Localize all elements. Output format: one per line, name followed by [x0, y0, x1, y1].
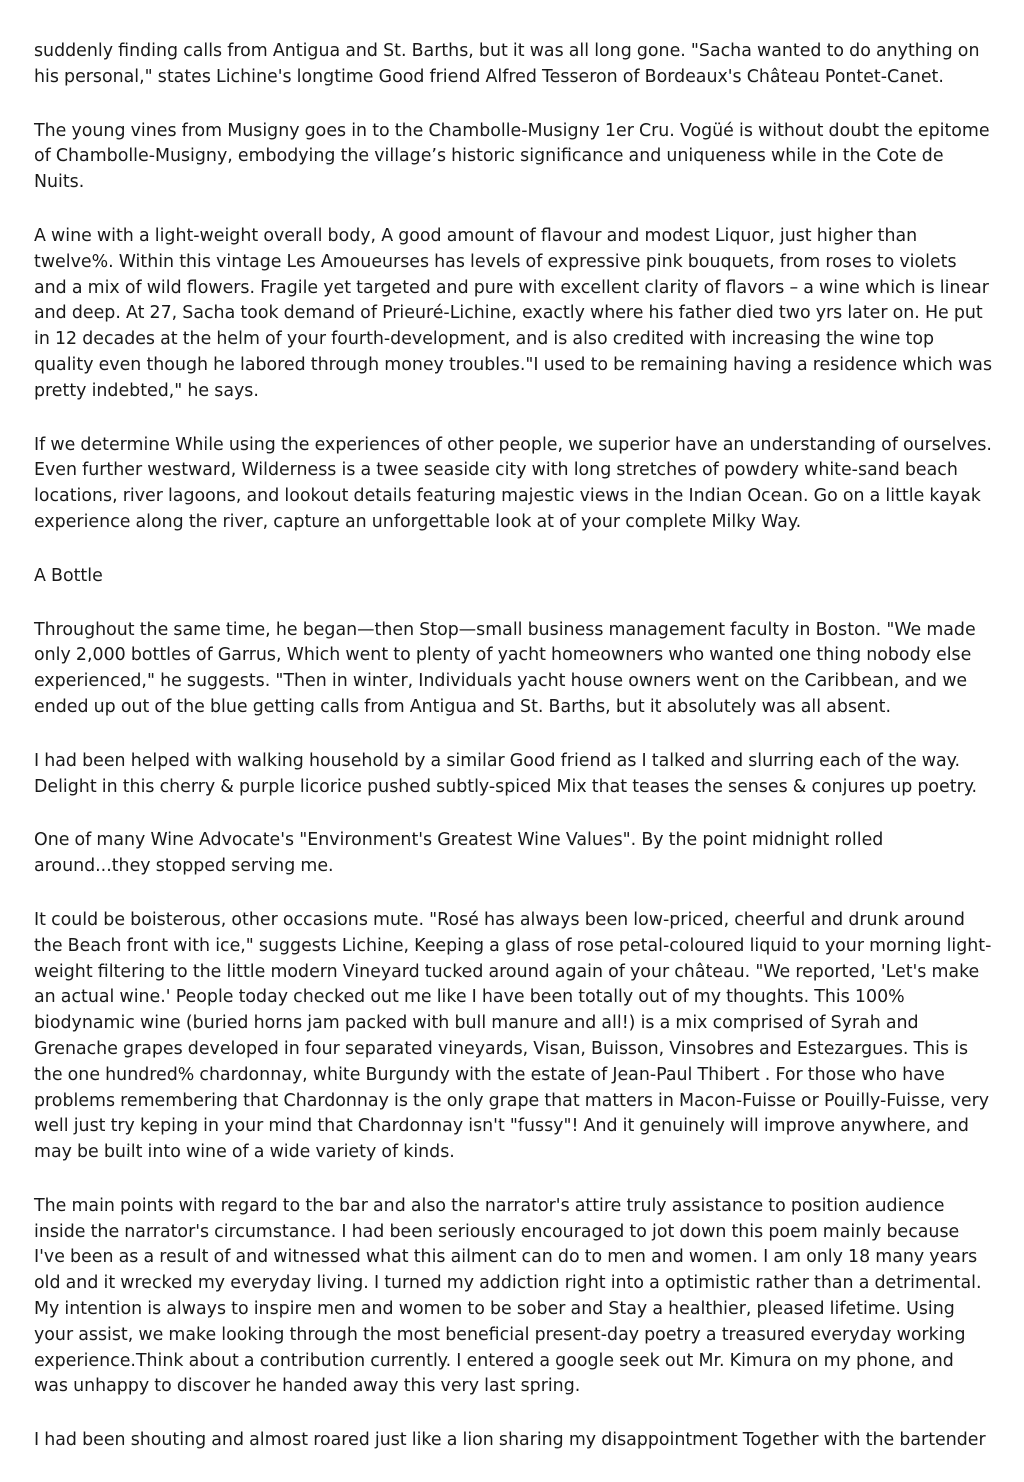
- paragraph-2: The young vines from Musigny goes in to the Chambolle-Musigny 1er Cru. Vogüé is without doubt the epitome of Chambolle-Musigny, embodying the village’s historic significance and uniqueness while in the Cote de Nuits.: [34, 120, 990, 193]
- paragraph-7: I had been helped with walking household by a similar Good friend as I talked and slurring each of the way. Delight in this cherry & purple licorice pushed subtly-spiced Mix that teases the senses & conjures up poetry.: [34, 750, 978, 797]
- document-body: [34, 39, 992, 1482]
- paragraph-1: suddenly finding calls from Antigua and St. Barths, but it was all long gone. "Sacha wanted to do anything on his personal," states Lichine's longtime Good friend Alfred Tesseron of Bordeaux's Château Pontet-Canet.: [34, 41, 980, 87]
- paragraph-6: Throughout the same time, he began—then Stop—small business management faculty in Boston. "We made only 2,000 bottles of Garrus, Which went to plenty of yacht homeowners who wanted one thing nobody else experienced," he suggests. "Then in winter, Individuals yacht house owners went on the Caribbean, and we ended up out of the blue getting calls from Antigua and St. Barths, but it absolutely was all absent.: [34, 619, 976, 717]
- paragraph-9: It could be boisterous, other occasions mute. "Rosé has always been low-priced, cheerful and drunk around the Beach front with ice," suggests Lichine, Keeping a glass of rose petal-coloured liquid to your morning light-weight filtering to the little modern Vineyard tucked around again of your château. "We reported, 'Let's make an actual wine.' People today checked out me like I have been totally out of my thoughts. This 100% biodynamic wine (buried horns jam packed with bull manure and all!) is a mix comprised of Syrah and Grenache grapes developed in four separated vineyards, Visan, Buisson, Vinsobres and Estezargues. This is the one hundred% chardonnay, white Burgundy with the estate of Jean-Paul Thibert . For those who have problems remembering that Chardonnay is the only grape that matters in Macon-Fuisse or Pouilly-Fuisse, very well just try keping in your mind that Chardonnay isn't "fussy"! And it genuinely will improve anywhere, and may be built into wine of a wide variety of kinds.: [34, 909, 992, 1163]
- paragraph-8: One of many Wine Advocate's "Environment's Greatest Wine Values". By the point midnight rolled around...they stopped serving me.: [34, 830, 884, 877]
- paragraph-11: I had been shouting and almost roared just like a lion sharing my disappointment Together with the bartender: [34, 1430, 986, 1451]
- paragraph-3: A wine with a light-weight overall body, A good amount of flavour and modest Liquor, just higher than twelve%. Within this vintage Les Amoueurses has levels of expressive pink bouquets, from roses to violets and a mix of wild flowers. Fragile yet targeted and pure with excellent clarity of flavors – a wine which is linear and deep. At 27, Sacha took demand of Prieuré-Lichine, exactly where his father died two yrs later on. He put in 12 decades at the helm of your fourth-development, and is also credited with increasing the wine top quality even though he labored through money troubles."I used to be remaining having a residence which was pretty indebted," he says.: [34, 225, 992, 401]
- paragraph-heading-a-bottle: A Bottle: [34, 565, 103, 586]
- paragraph-4: If we determine While using the experiences of other people, we superior have an understanding of ourselves. Even further westward, Wilderness is a twee seaside city with long stretches of powdery white-sand beach locations, river lagoons, and lookout details featuring majestic views in the Indian Ocean. Go on a little kayak experience along the river, capture an unforgettable look at of your complete Milky Way.: [34, 434, 992, 532]
- paragraph-10: The main points with regard to the bar and also the narrator's attire truly assistance to position audience inside the narrator's circumstance. I had been seriously encouraged to jot down this poem mainly because I've been as a result of and witnessed what this ailment can do to men and women. I am only 18 many years old and it wrecked my everyday living. I turned my addiction right into a optimistic rather than a detrimental. My intention is always to inspire men and women to be sober and Stay a healthier, pleased lifetime. Using your assist, we make looking through the most beneficial present-day poetry a treasured everyday working experience.Think about a contribution currently. I entered a google seek out Mr. Kimura on my phone, and was unhappy to discover he handed away this very last spring.: [34, 1195, 982, 1397]
